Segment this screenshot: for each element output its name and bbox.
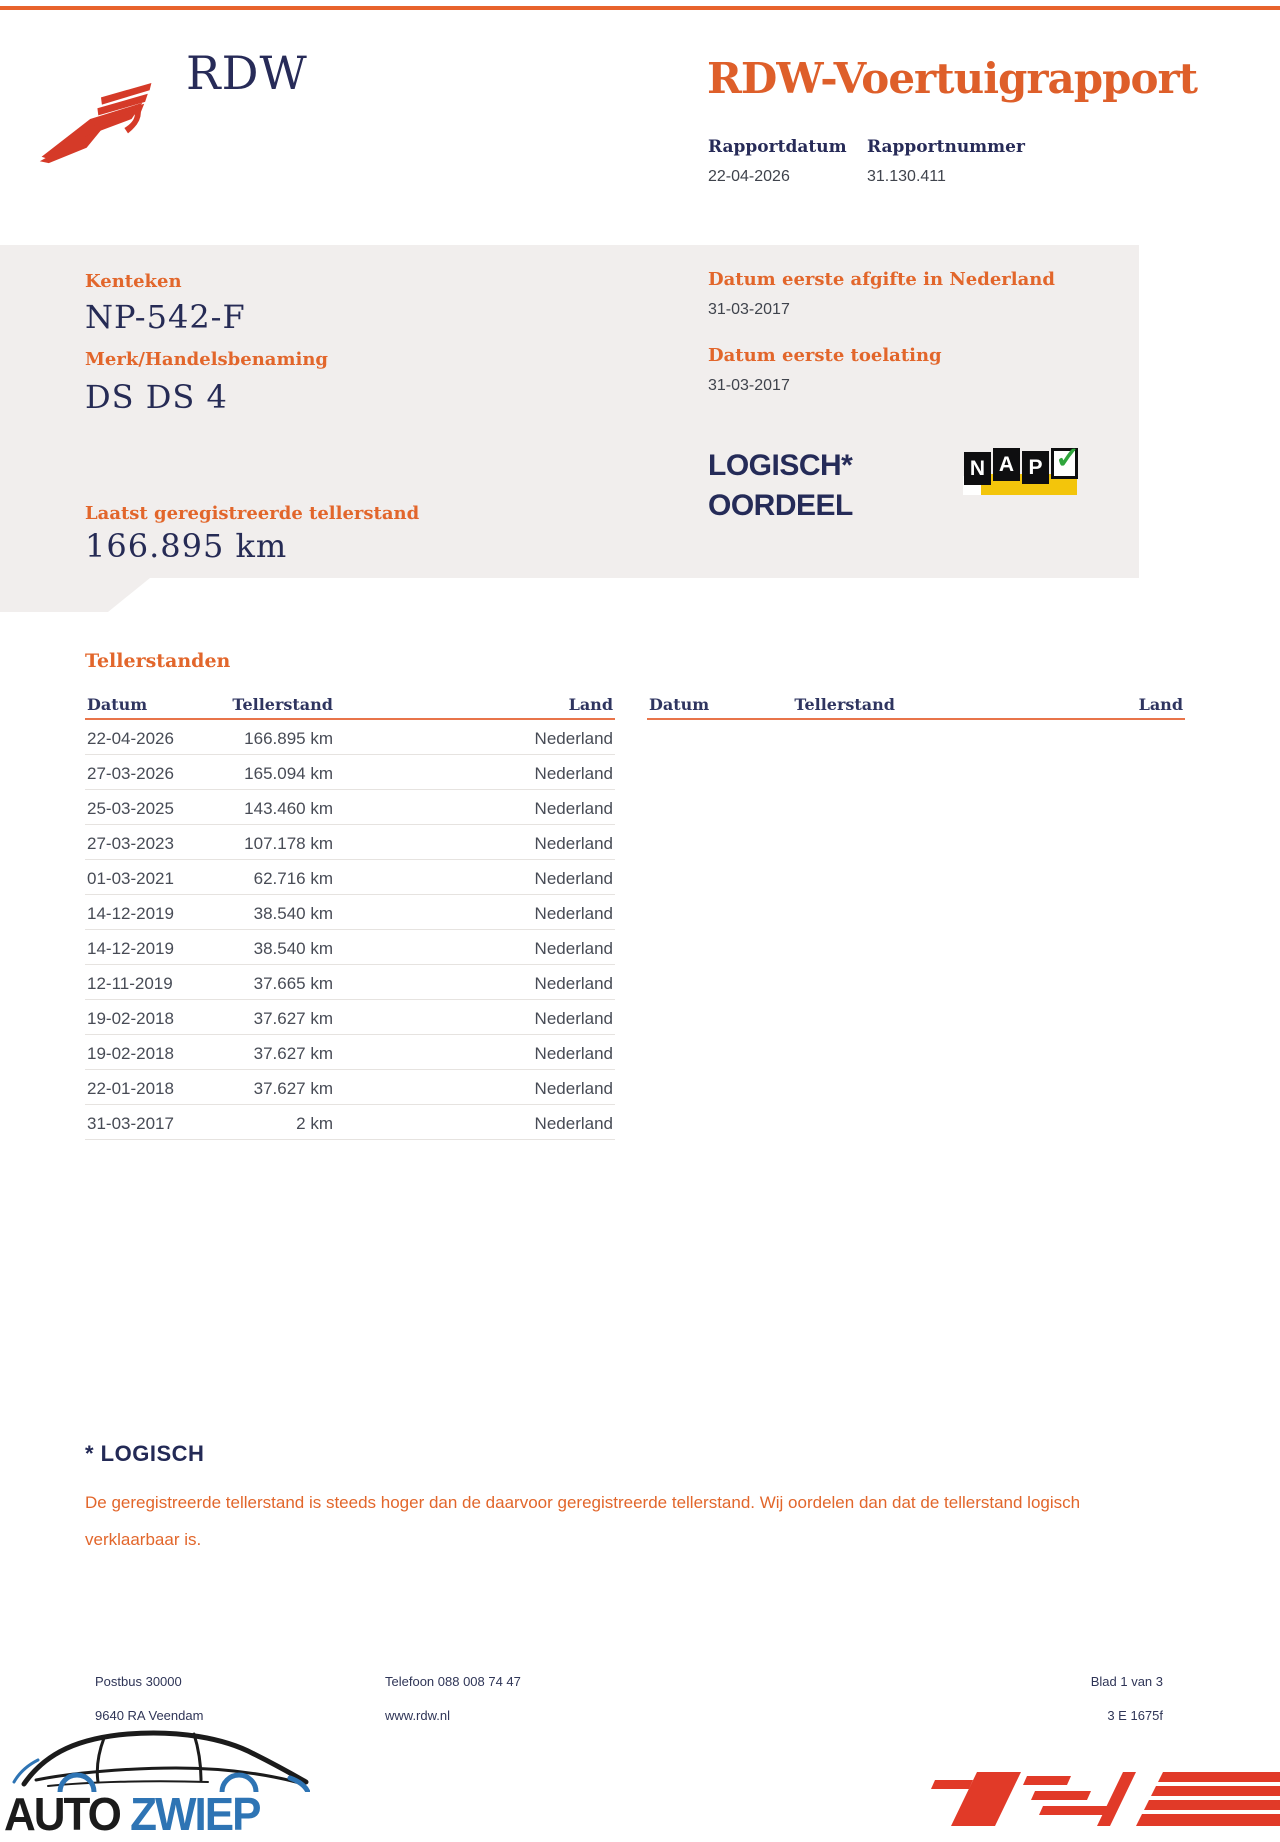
cell-land: Nederland (534, 1079, 613, 1098)
footer-page-indicator: Blad 1 van 3 (1090, 1674, 1163, 1689)
eerste-toelating-label: Datum eerste toelating (708, 345, 942, 366)
nap-check-glyph: ✓ (1055, 442, 1081, 475)
cell-land: Nederland (534, 1044, 613, 1063)
table-row (85, 1070, 615, 1105)
report-date-label: Rapportdatum (708, 137, 847, 157)
table-row (85, 720, 615, 755)
table-row (85, 1035, 615, 1070)
cell-datum: 19-02-2018 (87, 1009, 174, 1028)
table-row (85, 790, 615, 825)
report-number-value: 31.130.411 (867, 168, 946, 185)
top-accent-rule (0, 6, 1280, 10)
page-title: RDW-Voertuigrapport (707, 54, 1198, 103)
eerste-toelating-value: 31-03-2017 (708, 377, 790, 394)
report-date-value: 22-04-2026 (708, 168, 790, 185)
table-row (85, 1105, 615, 1140)
cell-datum: 01-03-2021 (87, 869, 174, 888)
nap-letter-p: P (1022, 451, 1049, 484)
tellerstanden-table-right (647, 690, 1185, 720)
cell-datum: 25-03-2025 (87, 799, 174, 818)
kenteken-label: Kenteken (85, 271, 182, 292)
col-header-tellerstand: Tellerstand (794, 695, 895, 714)
eerste-afgifte-value: 31-03-2017 (708, 301, 790, 318)
cell-datum: 31-03-2017 (87, 1114, 174, 1133)
footer-phone: Telefoon 088 008 74 47 (385, 1674, 521, 1689)
table-row (85, 1000, 615, 1035)
cell-tellerstand: 62.716 km (253, 869, 333, 888)
cell-land: Nederland (534, 764, 613, 783)
cell-tellerstand: 37.627 km (253, 1079, 333, 1098)
footer-address-line1: Postbus 30000 (95, 1674, 182, 1689)
speed-stripes-icon (895, 1772, 1280, 1826)
cell-datum: 27-03-2023 (87, 834, 174, 853)
cell-land: Nederland (534, 869, 613, 888)
cell-datum: 14-12-2019 (87, 904, 174, 923)
cell-datum: 22-01-2018 (87, 1079, 174, 1098)
cell-tellerstand: 2 km (296, 1114, 333, 1133)
col-header-datum: Datum (649, 695, 710, 714)
table-row (85, 930, 615, 965)
merk-value: DS DS 4 (85, 378, 228, 416)
summary-panel-tail (0, 578, 150, 612)
cell-tellerstand: 143.460 km (244, 799, 333, 818)
cell-tellerstand: 38.540 km (253, 904, 333, 923)
nap-logo (963, 442, 1081, 496)
nap-check-icon (1051, 442, 1081, 479)
nap-letter-a: A (993, 448, 1020, 481)
cell-datum: 14-12-2019 (87, 939, 174, 958)
tellerstanden-table-left (85, 690, 615, 1140)
cell-tellerstand: 107.178 km (244, 834, 333, 853)
cell-land: Nederland (534, 939, 613, 958)
cell-datum: 27-03-2026 (87, 764, 174, 783)
merk-label: Merk/Handelsbenaming (85, 349, 329, 370)
logisch-note-heading: * LOGISCH (85, 1441, 205, 1466)
cell-land: Nederland (534, 729, 613, 748)
oordeel-label: OORDEEL (708, 489, 853, 522)
cell-land: Nederland (534, 1009, 613, 1028)
cell-land: Nederland (534, 799, 613, 818)
cell-land: Nederland (534, 834, 613, 853)
logisch-note-body: De geregistreerde tellerstand is steeds hoger dan de daarvoor geregistreerde tellerstand. Wij oordelen dan dat de tellerstand logisch verklaarbaar is. (85, 1493, 1081, 1549)
col-header-land: Land (1138, 695, 1183, 714)
cell-datum: 19-02-2018 (87, 1044, 174, 1063)
cell-tellerstand: 166.895 km (244, 729, 333, 748)
cell-land: Nederland (534, 974, 613, 993)
table-row (85, 755, 615, 790)
cell-tellerstand: 37.665 km (253, 974, 333, 993)
cell-datum: 22-04-2026 (87, 729, 174, 748)
table-row (85, 895, 615, 930)
col-header-land: Land (568, 695, 613, 714)
dealer-name-part1: AUTO (4, 1789, 120, 1841)
table-row (85, 965, 615, 1000)
laatste-tellerstand-label: Laatst geregistreerde tellerstand (85, 503, 420, 524)
eerste-afgifte-label: Datum eerste afgifte in Nederland (708, 269, 1055, 290)
cell-tellerstand: 37.627 km (253, 1009, 333, 1028)
cell-datum: 12-11-2019 (87, 974, 173, 993)
table-row (85, 825, 615, 860)
rdw-logo-text: RDW (186, 46, 308, 100)
footer-address-line2: 9640 RA Veendam (95, 1708, 204, 1723)
tellerstanden-heading: Tellerstanden (85, 650, 231, 672)
table-row (85, 860, 615, 895)
table-header-row (647, 690, 1185, 720)
cell-tellerstand: 38.540 km (253, 939, 333, 958)
col-header-tellerstand: Tellerstand (232, 695, 333, 714)
laatste-tellerstand-value: 166.895 km (85, 527, 288, 565)
cell-land: Nederland (534, 1114, 613, 1133)
nap-letter-n: N (964, 452, 991, 485)
car-sketch-icon (8, 1726, 310, 1792)
cell-tellerstand: 37.627 km (253, 1044, 333, 1063)
footer-form-code: 3 E 1675f (1107, 1708, 1163, 1723)
rdw-flag-icon (38, 74, 164, 164)
footer-website: www.rdw.nl (385, 1708, 451, 1723)
cell-land: Nederland (534, 904, 613, 923)
col-header-datum: Datum (87, 695, 148, 714)
dealer-logo-text (4, 1789, 259, 1842)
table-header-row (85, 690, 615, 720)
kenteken-value: NP-542-F (85, 298, 246, 336)
oordeel-value: LOGISCH* (708, 449, 853, 482)
report-number-label: Rapportnummer (867, 137, 1025, 157)
cell-tellerstand: 165.094 km (244, 764, 333, 783)
dealer-name-part2: ZWIEP (130, 1789, 260, 1841)
